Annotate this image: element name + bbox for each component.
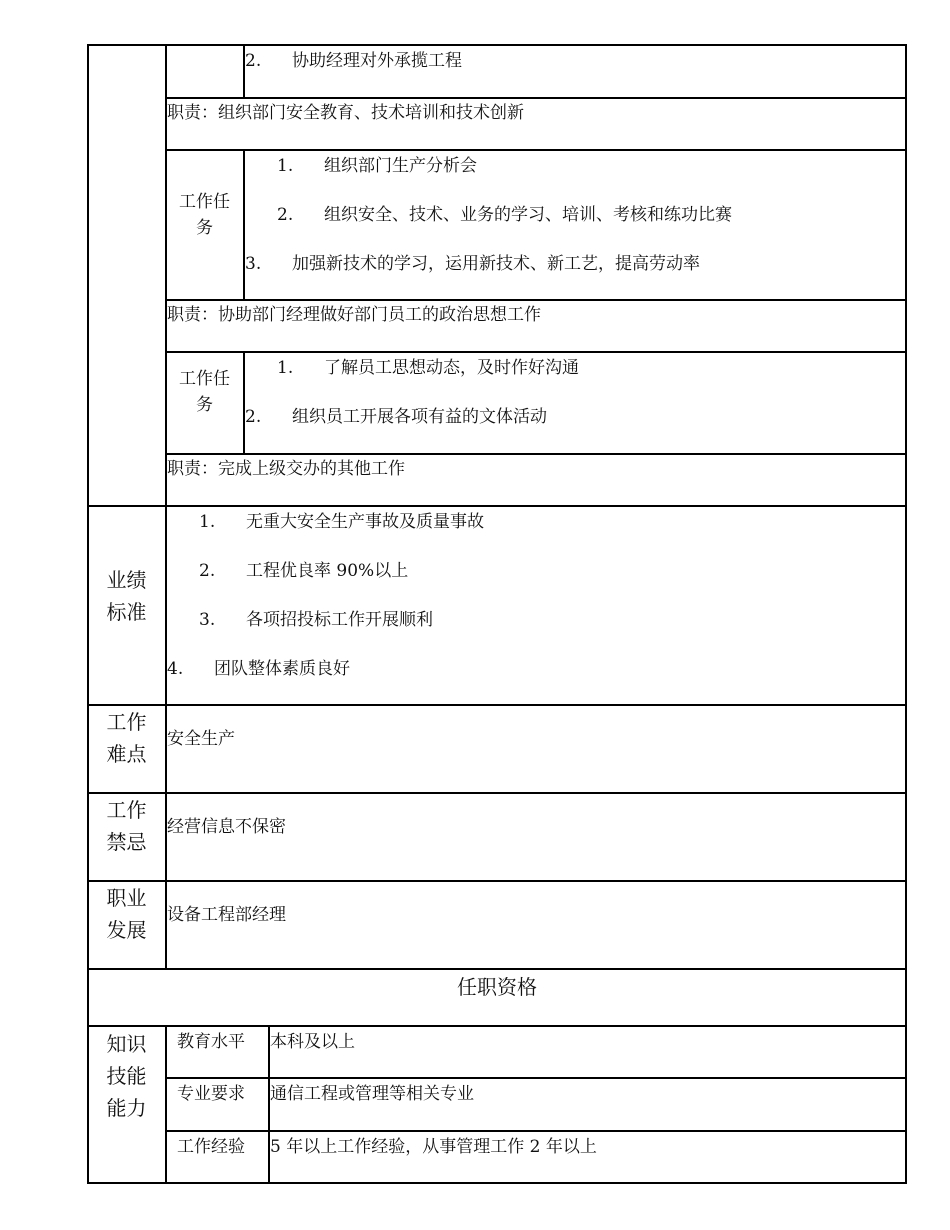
performance-label: 业绩 标准 <box>106 568 147 624</box>
task-text: 组织部门生产分析会 <box>324 156 477 176</box>
taboo-label: 工作 禁忌 <box>106 798 147 854</box>
performance-item: 无重大安全生产事故及质量事故 <box>246 512 484 532</box>
task-label: 工作任务 <box>179 369 230 415</box>
task-label: 工作任务 <box>179 192 230 238</box>
list-number: 3. <box>245 254 262 274</box>
list-number: 4. <box>167 659 184 679</box>
duty-text: 职责：组织部门安全教育、技术培训和技术创新 <box>167 103 524 123</box>
list-number: 1. <box>199 512 216 532</box>
task-text: 了解员工思想动态，及时作好沟通 <box>324 358 579 378</box>
task-text: 加强新技术的学习，运用新技术、新工艺，提高劳动率 <box>292 254 700 274</box>
list-number: 1. <box>277 156 294 176</box>
taboo-value: 经营信息不保密 <box>167 817 286 837</box>
qualification-row-label: 专业要求 <box>177 1084 245 1104</box>
list-number: 3. <box>199 610 216 630</box>
performance-item: 团队整体素质良好 <box>214 659 350 679</box>
qualification-row-value: 通信工程或管理等相关专业 <box>270 1084 474 1104</box>
list-number: 2. <box>277 205 294 225</box>
duty-text: 职责：协助部门经理做好部门员工的政治思想工作 <box>167 305 541 325</box>
performance-item: 工程优良率 90%以上 <box>246 561 409 581</box>
list-number: 1. <box>277 358 294 378</box>
career-value: 设备工程部经理 <box>167 905 286 925</box>
difficulty-value: 安全生产 <box>167 729 235 749</box>
qualification-row-value: 5 年以上工作经验，从事管理工作 2 年以上 <box>270 1137 597 1157</box>
task-text: 组织员工开展各项有益的文体活动 <box>292 407 547 427</box>
qualification-label: 知识 技能 能力 <box>106 1032 147 1120</box>
qualification-row-label: 工作经验 <box>177 1137 245 1157</box>
section-heading: 任职资格 <box>457 975 537 999</box>
task-text: 组织安全、技术、业务的学习、培训、考核和练功比赛 <box>324 205 732 225</box>
qualification-row-label: 教育水平 <box>177 1032 245 1052</box>
list-number: 2. <box>245 407 262 427</box>
list-number: 2. <box>245 51 262 71</box>
task-text: 协助经理对外承揽工程 <box>292 51 462 71</box>
difficulty-label: 工作 难点 <box>106 710 147 766</box>
qualification-row-value: 本科及以上 <box>270 1032 355 1052</box>
career-label: 职业 发展 <box>106 886 147 942</box>
list-number: 2. <box>199 561 216 581</box>
duty-text: 职责：完成上级交办的其他工作 <box>167 459 405 479</box>
performance-item: 各项招投标工作开展顺利 <box>246 610 433 630</box>
